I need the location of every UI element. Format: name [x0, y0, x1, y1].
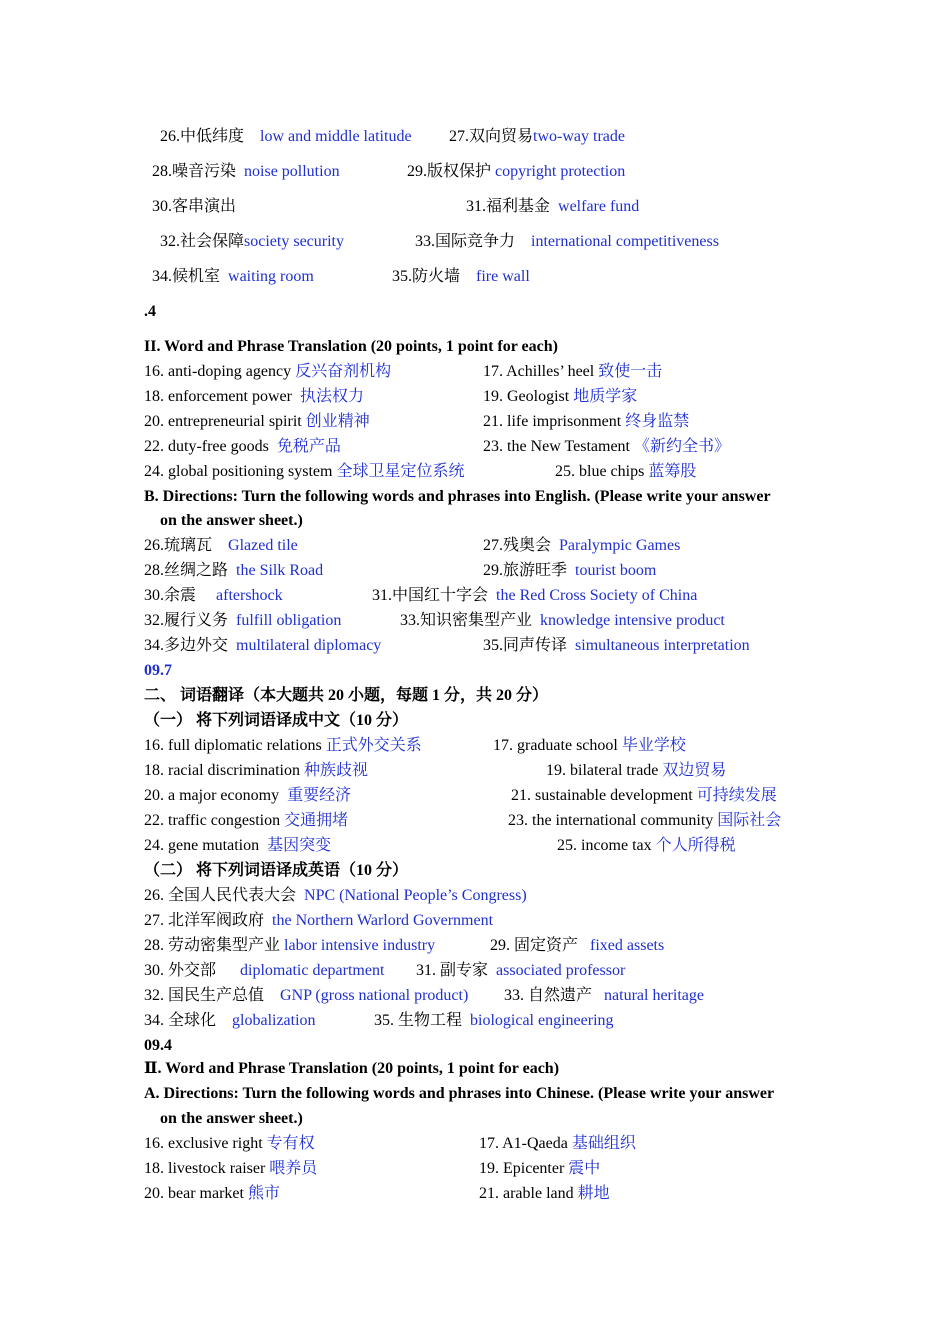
term: 20. bear market: [144, 1185, 244, 1202]
answer: 全球卫星定位系统: [336, 463, 465, 480]
answer: 执法权力: [299, 388, 364, 405]
directions-a-cont: on the answer sheet.): [160, 1110, 303, 1127]
entry-32: [160, 232, 344, 252]
entry-34: [144, 1011, 316, 1031]
answer: 基础组织: [571, 1135, 636, 1152]
term: 19. bilateral trade: [546, 762, 659, 779]
answer: knowledge intensive product: [540, 612, 725, 629]
answer: NPC (National People’s Congress): [304, 887, 527, 904]
term: 17. graduate school: [493, 737, 618, 754]
entry-24: [144, 462, 464, 482]
entry-28: [144, 936, 435, 956]
answer: 国际社会: [717, 812, 782, 829]
entry-16: [144, 1134, 315, 1154]
entry-18: [144, 1159, 317, 1179]
entry-19: [546, 761, 726, 781]
entry-29: [490, 936, 664, 956]
entry-31: [466, 197, 639, 217]
subsection-heading: （一） 将下列词语译成中文（10 分）: [144, 712, 409, 729]
entry-22: [144, 811, 348, 831]
answer: diplomatic department: [240, 962, 385, 979]
term: 27. 北洋军阀政府: [144, 912, 265, 929]
answer: multilateral diplomacy: [236, 637, 382, 654]
section-heading: Ⅱ. Word and Phrase Translation (20 points, 1 point for each): [144, 1060, 560, 1077]
entry-19: [483, 387, 637, 407]
entry-31: [416, 961, 625, 981]
term: 32.社会保障: [160, 233, 245, 250]
term: 28.噪音污染: [152, 163, 237, 180]
answer: Glazed tile: [228, 537, 298, 554]
entry-28: [152, 162, 340, 182]
entry-21: [479, 1184, 610, 1204]
answer: 免税产品: [276, 438, 341, 455]
term: 34.多边外交: [144, 637, 229, 654]
term: 20. entrepreneurial spirit: [144, 413, 302, 430]
term: 20. a major economy: [144, 787, 280, 804]
directions-b-cont: on the answer sheet.): [160, 512, 303, 529]
entry-33: [504, 986, 704, 1006]
answer: biological engineering: [470, 1012, 614, 1029]
term: 33. 自然遗产: [504, 987, 593, 1004]
answer: simultaneous interpretation: [575, 637, 750, 654]
answer: 个人所得税: [655, 837, 736, 854]
term: 26. 全国人民代表大会: [144, 887, 297, 904]
answer: copyright protection: [495, 163, 626, 180]
entry-17: [493, 736, 686, 756]
entry-23: [508, 811, 781, 831]
section-marker: 09.7: [144, 662, 172, 679]
term: 27.残奥会: [483, 537, 552, 554]
answer: 震中: [568, 1160, 601, 1177]
answer: waiting room: [228, 268, 314, 285]
term: 16. anti-doping agency: [144, 363, 292, 380]
term: 29. 固定资产: [490, 937, 579, 954]
entry-27: [483, 536, 680, 556]
entry-17: [483, 362, 662, 382]
term: 23. the New Testament: [483, 438, 630, 455]
entry-26: [144, 886, 527, 906]
answer: labor intensive industry: [284, 937, 436, 954]
entry-35: [374, 1011, 614, 1031]
term: 23. the international community: [508, 812, 714, 829]
answer: 蓝筹股: [648, 463, 697, 480]
entry-25: [557, 836, 736, 856]
term: 34.候机室: [152, 268, 221, 285]
entry-27: [449, 127, 625, 147]
entry-33: [415, 232, 719, 252]
term: 16. exclusive right: [144, 1135, 263, 1152]
term: 18. enforcement power: [144, 388, 292, 405]
term: 34. 全球化: [144, 1012, 217, 1029]
entry-16: [144, 362, 391, 382]
answer: 专有权: [266, 1135, 315, 1152]
entry-25: [555, 462, 696, 482]
entry-35: [392, 267, 530, 287]
term: 31.福利基金: [466, 198, 551, 215]
answer: fire wall: [476, 268, 530, 285]
answer: 《新约全书》: [634, 438, 731, 455]
entry-22: [144, 437, 341, 457]
answer: associated professor: [496, 962, 626, 979]
entry-16: [144, 736, 422, 756]
term: 35.同声传译: [483, 637, 568, 654]
term: 33.知识密集型产业: [400, 612, 533, 629]
entry-20: [144, 1184, 280, 1204]
term: 28. 劳动密集型产业: [144, 937, 281, 954]
term: 35. 生物工程: [374, 1012, 463, 1029]
entry-21: [511, 786, 777, 806]
entry-32: [144, 611, 341, 631]
answer: aftershock: [216, 587, 283, 604]
term: 25. blue chips: [555, 463, 645, 480]
answer: low and middle latitude: [260, 128, 412, 145]
answer: 终身监禁: [625, 413, 690, 430]
answer: fulfill obligation: [236, 612, 342, 629]
subsection-heading: （二） 将下列词语译成英语（10 分）: [144, 862, 409, 879]
answer: the Silk Road: [236, 562, 324, 579]
term: 30. 外交部: [144, 962, 217, 979]
entry-33: [400, 611, 725, 631]
directions-a: A. Directions: Turn the following words and phrases into Chinese. (Please write your answer: [144, 1085, 775, 1102]
answer: 地质学家: [573, 388, 638, 405]
term: 18. livestock raiser: [144, 1160, 266, 1177]
answer: 重要经济: [287, 787, 352, 804]
term: 16. full diplomatic relations: [144, 737, 322, 754]
entry-26: [144, 536, 298, 556]
answer: tourist boom: [575, 562, 657, 579]
term: 30.余震: [144, 587, 197, 604]
answer: 毕业学校: [621, 737, 686, 754]
answer: 反兴奋剂机构: [295, 363, 392, 380]
answer: 可持续发展: [696, 787, 777, 804]
term: 27.双向贸易: [449, 128, 534, 145]
answer: two-way trade: [533, 128, 625, 145]
section-heading: II. Word and Phrase Translation (20 points, 1 point for each): [144, 338, 558, 355]
entry-20: [144, 786, 351, 806]
entry-29: [407, 162, 625, 182]
term: 26.琉璃瓦: [144, 537, 213, 554]
entry-18: [144, 387, 364, 407]
entry-18: [144, 761, 368, 781]
term: 35.防火墙: [392, 268, 461, 285]
term: 32. 国民生产总值: [144, 987, 265, 1004]
answer: the Northern Warlord Government: [272, 912, 494, 929]
answer: welfare fund: [558, 198, 640, 215]
term: 21. life imprisonment: [483, 413, 622, 430]
entry-29: [483, 561, 656, 581]
answer: 双边贸易: [662, 762, 727, 779]
term: 21. arable land: [479, 1185, 574, 1202]
term: 31. 副专家: [416, 962, 489, 979]
term: 25. income tax: [557, 837, 652, 854]
term: 17. A1-Qaeda: [479, 1135, 568, 1152]
term: 32.履行义务: [144, 612, 229, 629]
entry-20: [144, 412, 370, 432]
section-heading: 二、 词语翻译（本大题共 20 小题，每题 1 分，共 20 分）: [144, 687, 549, 704]
answer: Paralympic Games: [559, 537, 681, 554]
term: 19. Epicenter: [479, 1160, 565, 1177]
answer: the Red Cross Society of China: [496, 587, 698, 604]
term: 33.国际竞争力: [415, 233, 516, 250]
answer: 正式外交关系: [325, 737, 422, 754]
answer: noise pollution: [244, 163, 340, 180]
answer: fixed assets: [590, 937, 665, 954]
entry-34: [144, 636, 381, 656]
entry-23: [483, 437, 730, 457]
entry-35: [483, 636, 750, 656]
term: 29.版权保护: [407, 163, 492, 180]
answer: GNP (gross national product): [280, 987, 469, 1004]
term: 17. Achilles’ heel: [483, 363, 595, 380]
entry-30: [152, 197, 236, 217]
term: 30.客串演出: [152, 198, 237, 215]
entry-17: [479, 1134, 636, 1154]
answer: 致使一击: [598, 363, 663, 380]
entry-30: [144, 586, 283, 606]
term: 31.中国红十字会: [372, 587, 489, 604]
answer: 种族歧视: [303, 762, 368, 779]
answer: natural heritage: [604, 987, 704, 1004]
term: 21. sustainable development: [511, 787, 693, 804]
section-marker: .4: [144, 303, 156, 320]
entry-27: [144, 911, 493, 931]
answer: globalization: [232, 1012, 316, 1029]
entry-26: [160, 127, 412, 147]
answer: 交通拥堵: [284, 812, 349, 829]
term: 19. Geologist: [483, 388, 570, 405]
term: 28.丝绸之路: [144, 562, 229, 579]
entry-19: [479, 1159, 600, 1179]
answer: society security: [244, 233, 344, 250]
answer: 创业精神: [305, 413, 370, 430]
entry-28: [144, 561, 323, 581]
answer: 喂养员: [269, 1160, 318, 1177]
term: 22. duty-free goods: [144, 438, 269, 455]
answer: 基因突变: [267, 837, 332, 854]
term: 26.中低纬度: [160, 128, 245, 145]
entry-34: [152, 267, 314, 287]
term: 24. gene mutation: [144, 837, 260, 854]
entry-30: [144, 961, 384, 981]
term: 24. global positioning system: [144, 463, 333, 480]
answer: 熊市: [247, 1185, 280, 1202]
answer: 耕地: [577, 1185, 610, 1202]
entry-31: [372, 586, 697, 606]
directions-b: B. Directions: Turn the following words and phrases into English. (Please write your answer: [144, 488, 771, 505]
term: 22. traffic congestion: [144, 812, 281, 829]
term: 18. racial discrimination: [144, 762, 300, 779]
section-marker: 09.4: [144, 1037, 172, 1054]
entry-21: [483, 412, 689, 432]
answer: international competitiveness: [531, 233, 719, 250]
term: 29.旅游旺季: [483, 562, 568, 579]
entry-32: [144, 986, 468, 1006]
entry-24: [144, 836, 331, 856]
